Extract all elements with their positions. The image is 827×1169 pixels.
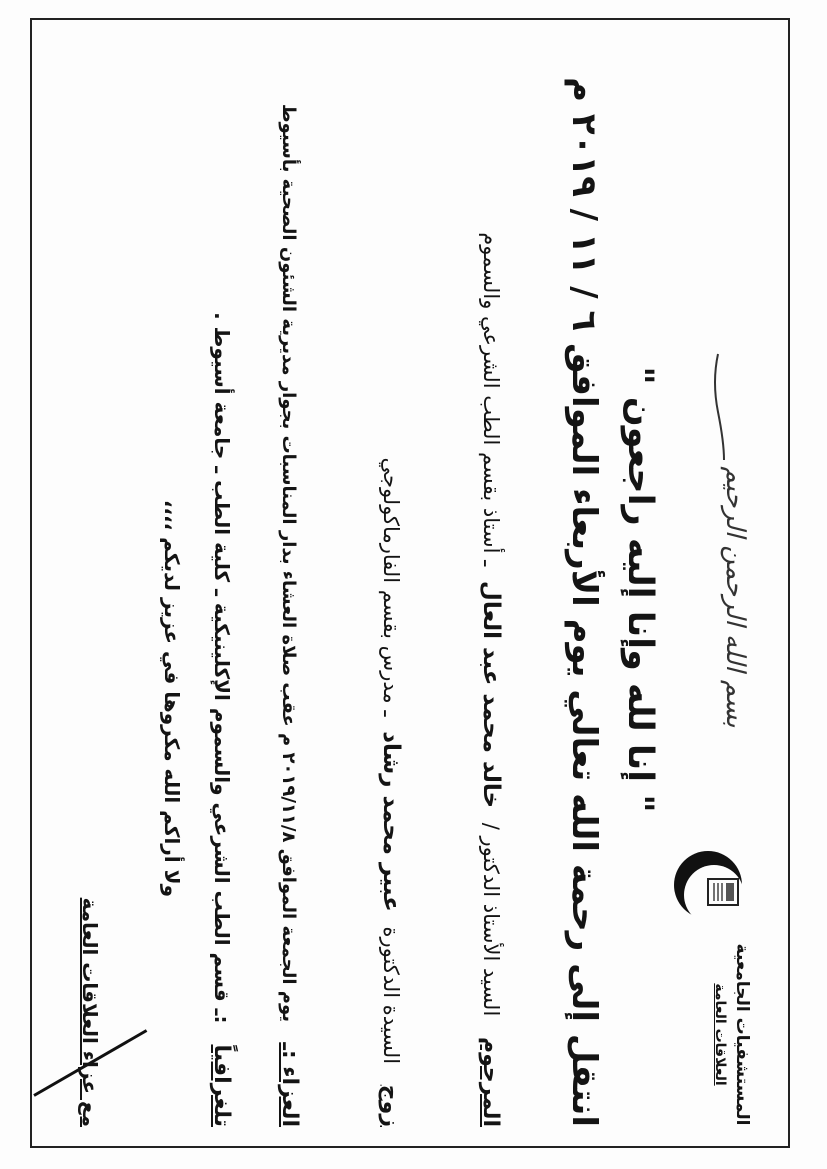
organization-name: المستشفيات الجامعية — [732, 943, 752, 1126]
crescent-logo-icon — [668, 843, 752, 927]
telegraph-text: :ـ قسم الطب الشرعي والسموم الإكلينيكية ـ كلية الطب ـ جامعة أسيوط . — [210, 312, 234, 1024]
sender-signature: مع عزاء العلاقات العامة — [78, 897, 102, 1127]
mourning-notice — [47, 52, 752, 1127]
deceased-name: خالد محمد عبد العال — [478, 580, 504, 809]
wife-line — [378, 52, 404, 1127]
condolence-label: العزاء :ـ — [277, 1042, 302, 1127]
wife-label: زوج — [378, 1084, 403, 1127]
calligraphy-stroke — [708, 352, 738, 462]
passed-away-line: انتقل إلى رحمة الله تعالي يوم الأربعاء الموافق ٦ / ١١ / ٢٠١٩ م — [564, 77, 604, 1127]
deceased-label: المرحوم — [478, 1036, 503, 1127]
deceased-position: ـ أستاذ بقسم الطب الشرعي والسموم — [479, 232, 503, 567]
organization-header — [712, 942, 752, 1127]
closing-line: ولا أراكم الله مكروها في عزيز لديكم ،،،، — [160, 499, 184, 897]
telegraph-line — [209, 52, 234, 1127]
telegraph-label: تلغرافياً — [209, 1044, 234, 1127]
condolence-text: يوم الجمعة الموافق ٢٠١٩/١١/٨ م عقب صلاة العشاء بدار المناسبات بجوار مديرية الشئون الصحية بأسيوط — [278, 103, 299, 1023]
condolence-line — [277, 52, 302, 1127]
wife-name: عبير محمد رشاد — [378, 731, 404, 912]
basmala-calligraphy: بسم الله الرحمن الرحيم — [720, 466, 750, 728]
wife-position: ـ مدرس بقسم الفارماكولوجي — [379, 457, 403, 717]
deceased-line — [478, 52, 504, 1127]
deceased-title: السيد الأستاذ الدكتور / — [479, 822, 503, 1017]
wife-title: السيدة الدكتورة — [379, 926, 403, 1065]
quran-verse: " إنا لله وإنا إليه راجعون " — [620, 366, 660, 813]
department-name: العلاقات العامة — [712, 983, 728, 1086]
